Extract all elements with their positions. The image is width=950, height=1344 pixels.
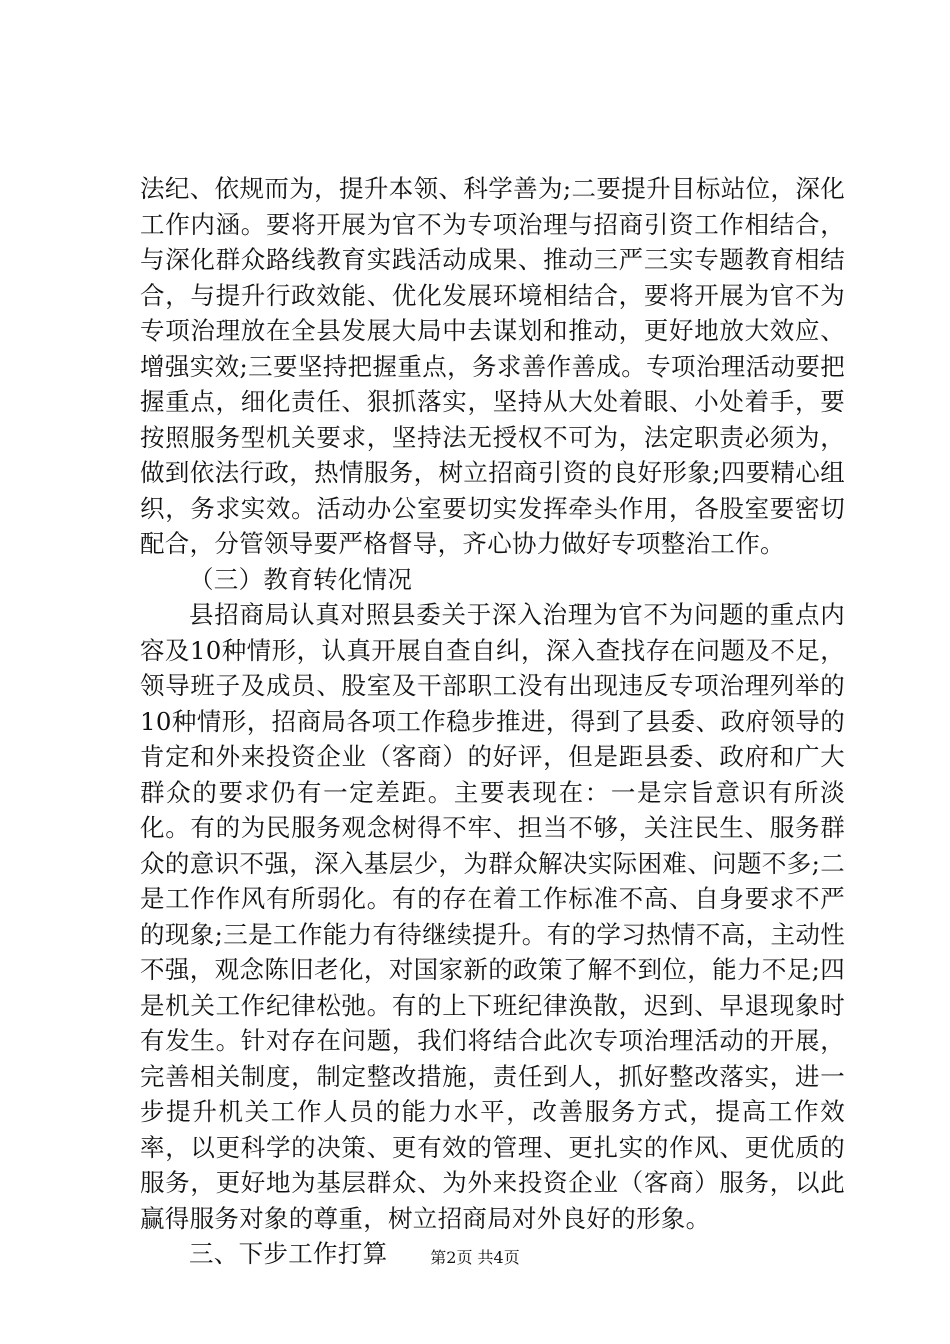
page-number-footer: 第2页 共4页: [430, 1248, 520, 1267]
body-paragraph-2: 县招商局认真对照县委关于深入治理为官不为问题的重点内容及10种情形，认真开展自查自纠，深入查找存在问题及不足，领导班子及成员、股室及干部职工没有出现违反专项治理列举的10种情形，招商局各项工作稳步推进，得到了县委、政府领导的肯定和外来投资企业（客商）的好评，但是距县委、政府和广大群众的要求仍有一定差距。主要表现在：一是宗旨意识有所淡化。有的为民服务观念树得不牢、担当不够，关注民生、服务群众的意识不强，深入基层少，为群众解决实际困难、问题不多;二是工作作风有所弱化。有的存在着工作标准不高、自身要求不严的现象;三是工作能力有待继续提升。有的学习热情不高，主动性不强，观念陈旧老化，对国家新的政策了解不到位，能力不足;四是机关工作纪律松弛。有的上下班纪律涣散，迟到、早退现象时有发生。针对存在问题，我们将结合此次专项治理活动的开展，完善相关制度，制定整改措施，责任到人，抓好整改落实，进一步提升机关工作人员的能力水平，改善服务方式，提高工作效率，以更科学的决策、更有效的管理、更扎实的作风、更优质的服务，更好地为基层群众、为外来投资企业（客商）服务，以此赢得服务对象的尊重，树立招商局对外良好的形象。: [140, 600, 845, 1233]
document-body: [140, 171, 845, 1272]
body-paragraph-1: 法纪、依规而为，提升本领、科学善为;二要提升目标站位，深化工作内涵。要将开展为官不为专项治理与招商引资工作相结合，与深化群众路线教育实践活动成果、推动三严三实专题教育相结合，与提升行政效能、优化发展环境相结合，要将开展为官不为专项治理放在全县发展大局中去谋划和推动，更好地放大效应、增强实效;三要坚持把握重点，务求善作善成。专项治理活动要把握重点，细化责任、狠抓落实，坚持从大处着眼、小处着手，要按照服务型机关要求，坚持法无授权不可为，法定职责必须为，做到依法行政，热情服务，树立招商引资的良好形象;四要精心组织，务求实效。活动办公室要切实发挥牵头作用，各股室要密切配合，分管领导要严格督导，齐心协力做好专项整治工作。: [140, 174, 845, 558]
section-heading-education: （三）教育转化情况: [189, 564, 413, 594]
section-heading-next-steps: 三、下步工作打算: [189, 1239, 388, 1268]
